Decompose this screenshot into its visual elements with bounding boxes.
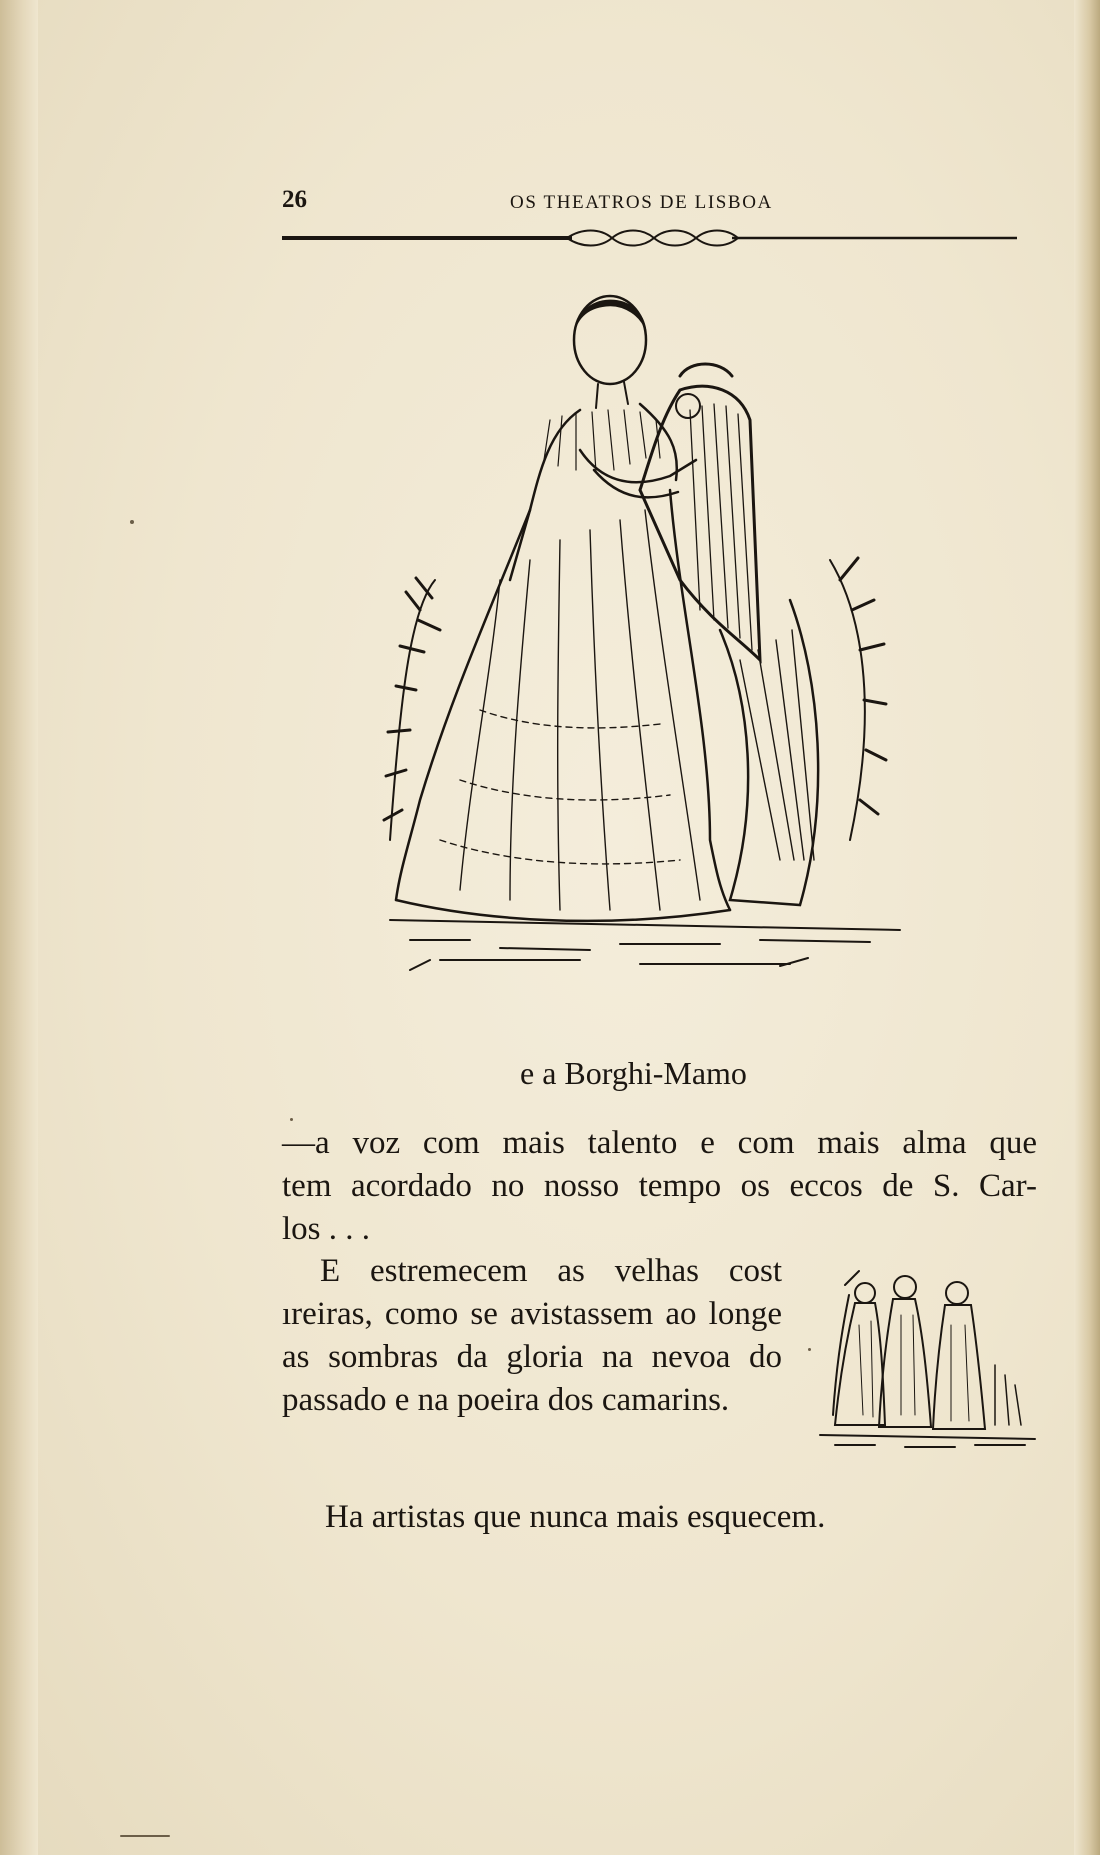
paragraph-line: tem acordado no nosso tempo os eccos de S. Car- (282, 1168, 1037, 1204)
caption: e a Borghi-Mamo (520, 1055, 747, 1091)
page-number: 26 (282, 186, 307, 213)
ornamental-rule (282, 226, 1017, 250)
running-title: OS THEATROS DE LISBOA (510, 192, 773, 213)
paragraph-line: los . . . (282, 1211, 371, 1247)
paper-speck (120, 1835, 170, 1837)
paper-speck (130, 520, 134, 524)
paper-speck (290, 1118, 293, 1121)
three-hooded-women-engraving-icon (815, 1255, 1040, 1450)
page-edge-shadow (1074, 0, 1100, 1855)
paragraph-costureiras: E estremecem as velhas cost ıreiras, como se avistassem ao longe as sombras da gloria na nevoa do passado e na poeira dos camarins. (282, 1253, 782, 1418)
page-gutter (0, 0, 38, 1855)
paper-speck (808, 1348, 811, 1351)
closing-line: Ha artistas que nunca mais esquecem. (325, 1499, 826, 1535)
woman-with-harp-engraving-icon (380, 280, 940, 1000)
paragraph-line: —a voz com mais talento e com mais alma que (282, 1125, 1037, 1161)
paragraph-voice (282, 1122, 1037, 1251)
